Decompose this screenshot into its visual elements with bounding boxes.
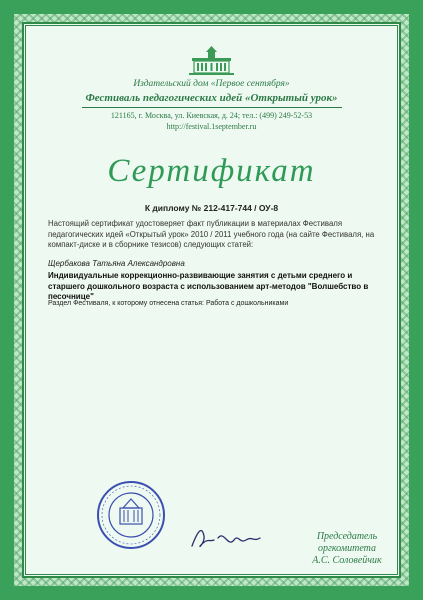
author-name: Щербакова Татьяна Александровна [48, 259, 185, 268]
work-title: Индивидуальные коррекционно-развивающие занятия с детьми среднего и старшего дошкольного возраста с использованием арт-методов "Волшебство в песочнице" [48, 271, 369, 301]
diploma-reference: К диплому № 212-417-744 / ОУ-8 [144, 203, 279, 213]
festival-name: Фестиваль педагогических идей «Открытый урок» [85, 92, 338, 104]
signer-position-line1: Председатель [316, 531, 378, 542]
building-logo-icon [186, 44, 237, 76]
publisher-address: 121165, г. Москва, ул. Киевская, д. 24; тел.: (499) 249-52-53 [110, 111, 313, 120]
publisher-name: Издательский дом «Первое сентября» [133, 79, 290, 89]
signature-block [297, 531, 397, 567]
signer-name: А.С. Соловейчик [312, 555, 382, 566]
festival-section: Раздел Фестиваля, к которому отнесена статья: Работа с дошкольниками [48, 300, 289, 307]
certificate-title: Сертификат [107, 153, 316, 189]
signature-mark [188, 520, 264, 554]
certificate-intro: Настоящий сертификат удостоверяет факт публикации в материалах Фестиваля педагогических идей «Открытый урок» 2010 / 2011 учебного года (на сайте Фестиваля, на компакт-диске и в сборнике тезисов) следующих статей: [48, 219, 375, 249]
official-stamp-icon [96, 480, 166, 550]
signer-position-line2: оргкомитета [317, 543, 377, 554]
festival-url: http://festival.1september.ru [166, 122, 257, 131]
header-divider [82, 107, 342, 108]
